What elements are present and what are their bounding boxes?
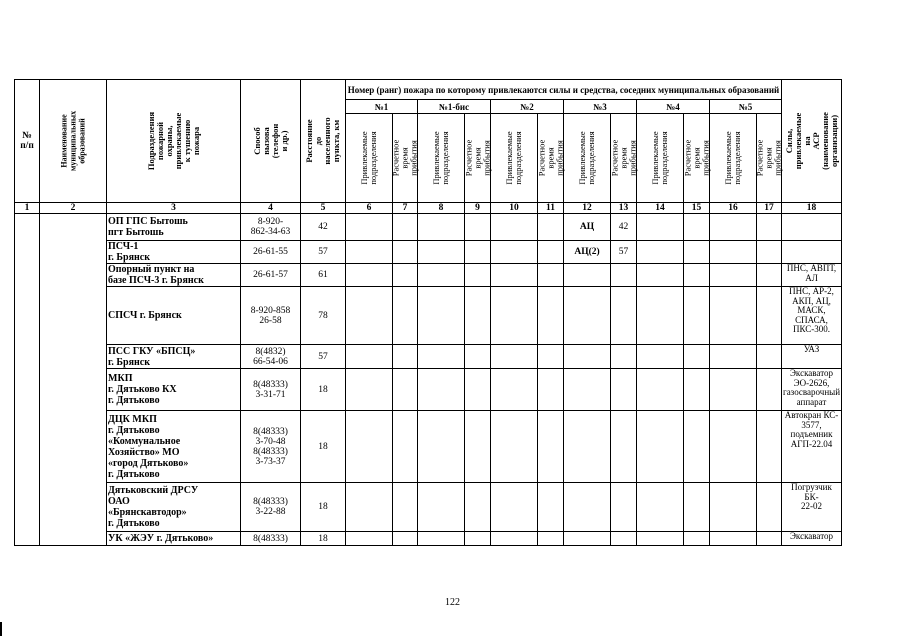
- rank-cell-empty: [684, 532, 710, 546]
- rank-cell-empty: [491, 345, 538, 369]
- rank3-arrival-time: [611, 264, 637, 287]
- rank-cell-empty: [418, 287, 465, 345]
- header-distance: Расстояние до населенного пункта, км: [301, 80, 346, 203]
- fire-unit-name: ПСС ГКУ «БПСЦ» г. Брянск: [107, 345, 241, 369]
- column-number: 2: [40, 203, 107, 214]
- distance-km: 61: [301, 264, 346, 287]
- rank-header-4: №4: [637, 100, 710, 114]
- rank-cell-empty: [710, 214, 757, 241]
- rank-cell-empty: [393, 345, 418, 369]
- rank-cell-empty: [465, 287, 491, 345]
- header-call-method: Способ вызова (телефон и др.): [241, 80, 301, 203]
- subheader-arrival-time: Расчетное время прибытия: [757, 114, 782, 203]
- rank-cell-empty: [393, 214, 418, 241]
- fire-unit-name: ОП ГПС Бытошь пгт Бытошь: [107, 214, 241, 241]
- rank-cell-empty: [346, 483, 393, 532]
- rank-cell-empty: [637, 532, 684, 546]
- rank3-units: [564, 345, 611, 369]
- rank-cell-empty: [637, 287, 684, 345]
- call-phone: 8(48333) 3-22-88: [241, 483, 301, 532]
- rank3-arrival-time: [611, 483, 637, 532]
- subheader-arrival-time: Расчетное время прибытия: [465, 114, 491, 203]
- rank3-arrival-time: [611, 287, 637, 345]
- rank-cell-empty: [346, 345, 393, 369]
- table-row: [15, 345, 842, 369]
- rank-cell-empty: [465, 483, 491, 532]
- rank-header-1-bis: №1-бис: [418, 100, 491, 114]
- fire-unit-name: МКП г. Дятьково КХ г. Дятьково: [107, 369, 241, 411]
- rank-cell-empty: [637, 214, 684, 241]
- rank-cell-empty: [465, 369, 491, 411]
- rank-cell-empty: [393, 532, 418, 546]
- table-row: [15, 483, 842, 532]
- rank-cell-empty: [757, 411, 782, 483]
- rank3-units: [564, 532, 611, 546]
- rank-header-1: №1: [346, 100, 418, 114]
- subheader-arrival-time: Расчетное время прибытия: [611, 114, 637, 203]
- rank-cell-empty: [757, 214, 782, 241]
- rank-cell-empty: [491, 411, 538, 483]
- rank-cell-empty: [710, 345, 757, 369]
- rank-cell-empty: [637, 264, 684, 287]
- rank-cell-empty: [684, 411, 710, 483]
- rank-cell-empty: [465, 345, 491, 369]
- rank-cell-empty: [684, 264, 710, 287]
- column-number: 10: [491, 203, 538, 214]
- rank-cell-empty: [393, 264, 418, 287]
- rank3-units: [564, 411, 611, 483]
- column-number: 11: [538, 203, 564, 214]
- subheader-arrival-time: Расчетное время прибытия: [538, 114, 564, 203]
- rank-cell-empty: [757, 287, 782, 345]
- column-number: 18: [782, 203, 842, 214]
- subheader-arrival-time: Расчетное время прибытия: [684, 114, 710, 203]
- table-row: [15, 241, 842, 264]
- call-phone: 8-920-858 26-58: [241, 287, 301, 345]
- rank-cell-empty: [684, 287, 710, 345]
- fire-unit-name: СПСЧ г. Брянск: [107, 287, 241, 345]
- rank3-arrival-time: 57: [611, 241, 637, 264]
- asr-forces: Экскаватор ЭО-2626, газосварочный аппарат: [782, 369, 842, 411]
- rank-cell-empty: [418, 241, 465, 264]
- distance-km: 57: [301, 345, 346, 369]
- column-number: 12: [564, 203, 611, 214]
- column-number: 16: [710, 203, 757, 214]
- asr-forces: [782, 214, 842, 241]
- rank-cell-empty: [465, 411, 491, 483]
- asr-forces: Автокран КС- 3577, подъемник АГП-22.04: [782, 411, 842, 483]
- rank-cell-empty: [465, 214, 491, 241]
- rank-cell-empty: [684, 345, 710, 369]
- rank-cell-empty: [538, 287, 564, 345]
- rank-cell-empty: [637, 411, 684, 483]
- table-row: [15, 369, 842, 411]
- rank-cell-empty: [684, 369, 710, 411]
- distance-km: 78: [301, 287, 346, 345]
- rank-cell-empty: [491, 287, 538, 345]
- table-row: [15, 411, 842, 483]
- rank-cell-empty: [491, 241, 538, 264]
- subheader-units: Привлекаемые подразделения: [637, 114, 684, 203]
- rank-cell-empty: [637, 483, 684, 532]
- rank-cell-empty: [346, 532, 393, 546]
- subheader-units: Привлекаемые подразделения: [418, 114, 465, 203]
- subheader-arrival-time: Расчетное время прибытия: [393, 114, 418, 203]
- header-rank-group: Номер (ранг) пожара по которому привлекаются силы и средства, соседних муниципальных образований: [346, 80, 782, 100]
- rank3-units: АЦ(2): [564, 241, 611, 264]
- rank-cell-empty: [346, 241, 393, 264]
- rank-cell-empty: [710, 483, 757, 532]
- rank3-units: АЦ: [564, 214, 611, 241]
- rank3-arrival-time: [611, 345, 637, 369]
- column-number: 17: [757, 203, 782, 214]
- rank-cell-empty: [710, 264, 757, 287]
- rank-cell-empty: [710, 241, 757, 264]
- fire-unit-name: ПСЧ-1 г. Брянск: [107, 241, 241, 264]
- rank-cell-empty: [491, 532, 538, 546]
- rank-cell-empty: [538, 411, 564, 483]
- rank-cell-empty: [418, 214, 465, 241]
- asr-forces: Погрузчик БК- 22-02: [782, 483, 842, 532]
- scan-edge-mark: [0, 622, 2, 636]
- column-number: 5: [301, 203, 346, 214]
- rank-header-5: №5: [710, 100, 782, 114]
- rank-cell-empty: [684, 214, 710, 241]
- rank-cell-empty: [710, 532, 757, 546]
- rank3-arrival-time: [611, 532, 637, 546]
- municipality-cell: [40, 214, 107, 546]
- rank3-arrival-time: [611, 369, 637, 411]
- rank3-units: [564, 264, 611, 287]
- rank-cell-empty: [491, 264, 538, 287]
- rank-cell-empty: [465, 532, 491, 546]
- subheader-units: Привлекаемые подразделения: [564, 114, 611, 203]
- column-number: 9: [465, 203, 491, 214]
- call-phone: 8(48333): [241, 532, 301, 546]
- fire-forces-table: [14, 79, 842, 546]
- rank-cell-empty: [393, 411, 418, 483]
- rank-cell-empty: [637, 345, 684, 369]
- distance-km: 18: [301, 483, 346, 532]
- rank-cell-empty: [346, 369, 393, 411]
- call-phone: 26-61-55: [241, 241, 301, 264]
- rank3-arrival-time: [611, 411, 637, 483]
- column-number: 8: [418, 203, 465, 214]
- rank-cell-empty: [757, 532, 782, 546]
- column-number: 1: [15, 203, 40, 214]
- call-phone: 26-61-57: [241, 264, 301, 287]
- header-asr-forces: Силы, привлекаемые на АСР (наименование организации): [782, 80, 842, 203]
- rank-cell-empty: [418, 369, 465, 411]
- distance-km: 57: [301, 241, 346, 264]
- asr-forces: ПНС, АР-2, АКП, АЦ, МАСК, СПАСА, ПКС-300.: [782, 287, 842, 345]
- row-number-cell: [15, 214, 40, 546]
- rank-cell-empty: [684, 241, 710, 264]
- table-row: [15, 287, 842, 345]
- asr-forces: ПНС, АВПТ, АЛ: [782, 264, 842, 287]
- rank-cell-empty: [346, 264, 393, 287]
- rank-cell-empty: [538, 345, 564, 369]
- rank-cell-empty: [418, 411, 465, 483]
- rank-cell-empty: [538, 264, 564, 287]
- call-phone: 8(4832) 66-54-06: [241, 345, 301, 369]
- rank-cell-empty: [465, 264, 491, 287]
- rank3-units: [564, 483, 611, 532]
- asr-forces: УАЗ: [782, 345, 842, 369]
- rank-cell-empty: [393, 483, 418, 532]
- rank-cell-empty: [538, 214, 564, 241]
- column-number: 14: [637, 203, 684, 214]
- rank-cell-empty: [346, 214, 393, 241]
- fire-unit-name: Опорный пункт на базе ПСЧ-3 г. Брянск: [107, 264, 241, 287]
- rank-cell-empty: [637, 369, 684, 411]
- rank-cell-empty: [418, 483, 465, 532]
- rank-cell-empty: [757, 241, 782, 264]
- table-row: [15, 264, 842, 287]
- rank-cell-empty: [393, 287, 418, 345]
- column-number: 4: [241, 203, 301, 214]
- call-phone: 8(48333) 3-70-48 8(48333) 3-73-37: [241, 411, 301, 483]
- rank-cell-empty: [491, 369, 538, 411]
- call-phone: 8(48333) 3-31-71: [241, 369, 301, 411]
- fire-unit-name: ДЦК МКП г. Дятьково «Коммунальное Хозяйство» МО «город Дятьково» г. Дятьково: [107, 411, 241, 483]
- column-number: 6: [346, 203, 393, 214]
- rank-cell-empty: [757, 264, 782, 287]
- call-phone: 8-920- 862-34-63: [241, 214, 301, 241]
- table-row: [15, 532, 842, 546]
- rank-cell-empty: [710, 411, 757, 483]
- rank-cell-empty: [465, 241, 491, 264]
- column-number-row: [15, 203, 842, 214]
- distance-km: 18: [301, 411, 346, 483]
- column-number: 3: [107, 203, 241, 214]
- page-number: 122: [445, 597, 460, 608]
- header-row-number: № п/п: [15, 80, 40, 203]
- rank-cell-empty: [393, 241, 418, 264]
- subheader-units: Привлекаемые подразделения: [491, 114, 538, 203]
- fire-unit-name: УК «ЖЭУ г. Дятьково»: [107, 532, 241, 546]
- rank-cell-empty: [491, 483, 538, 532]
- rank-cell-empty: [757, 369, 782, 411]
- subheader-units: Привлекаемые подразделения: [710, 114, 757, 203]
- rank-cell-empty: [491, 214, 538, 241]
- rank-header-2: №2: [491, 100, 564, 114]
- column-number: 13: [611, 203, 637, 214]
- rank-header-3: №3: [564, 100, 637, 114]
- distance-km: 42: [301, 214, 346, 241]
- rank-cell-empty: [757, 483, 782, 532]
- asr-forces: Экскаватор: [782, 532, 842, 546]
- rank3-arrival-time: 42: [611, 214, 637, 241]
- column-number: 7: [393, 203, 418, 214]
- rank-cell-empty: [757, 345, 782, 369]
- rank-cell-empty: [418, 345, 465, 369]
- rank-cell-empty: [418, 532, 465, 546]
- rank-cell-empty: [346, 411, 393, 483]
- table-row: [15, 214, 842, 241]
- rank-cell-empty: [538, 369, 564, 411]
- rank-cell-empty: [710, 287, 757, 345]
- rank-cell-empty: [393, 369, 418, 411]
- rank-cell-empty: [538, 483, 564, 532]
- column-number: 15: [684, 203, 710, 214]
- subheader-units: Привлекаемые подразделения: [346, 114, 393, 203]
- rank-cell-empty: [538, 241, 564, 264]
- rank3-units: [564, 287, 611, 345]
- fire-forces-table-sheet: [14, 79, 842, 546]
- rank-cell-empty: [684, 483, 710, 532]
- fire-unit-name: Дятьковский ДРСУ ОАО «Брянскавтодор» г. Дятьково: [107, 483, 241, 532]
- asr-forces: [782, 241, 842, 264]
- rank-cell-empty: [346, 287, 393, 345]
- rank3-units: [564, 369, 611, 411]
- rank-cell-empty: [538, 532, 564, 546]
- rank-cell-empty: [637, 241, 684, 264]
- header-municipality: Наименование муниципальных образований: [40, 80, 107, 203]
- distance-km: 18: [301, 369, 346, 411]
- distance-km: 18: [301, 532, 346, 546]
- header-fire-units: Подразделения пожарной охраны, привлекаемые к тушению пожара: [107, 80, 241, 203]
- rank-cell-empty: [418, 264, 465, 287]
- rank-cell-empty: [710, 369, 757, 411]
